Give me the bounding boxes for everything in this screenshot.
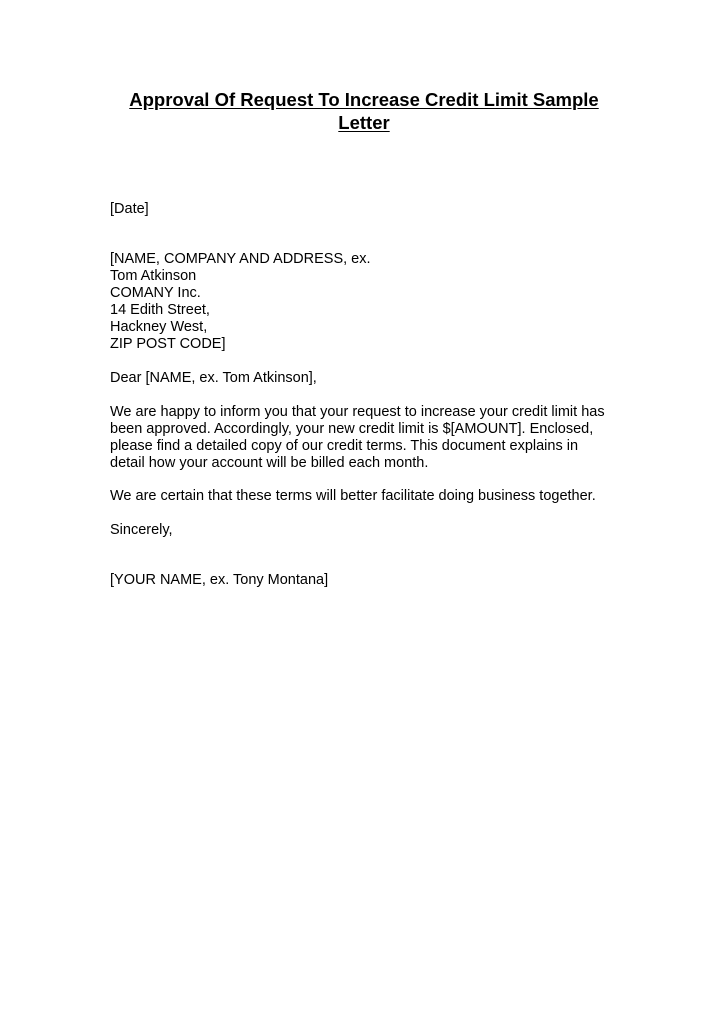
paragraph-line: been approved. Accordingly, your new credit limit is $[AMOUNT]. Enclosed, [110,421,594,437]
signature: [YOUR NAME, ex. Tony Montana] [110,572,329,588]
body-paragraph-1 [110,404,630,472]
paragraph-line: detail how your account will be billed each month. [110,455,429,471]
address-line: COMANY Inc. [110,285,201,301]
title-line-2: Letter [338,112,390,133]
letter-date: [Date] [110,201,149,217]
letter-title [60,88,668,134]
address-line: [NAME, COMPANY AND ADDRESS, ex. [110,251,371,267]
closing: Sincerely, [110,522,173,538]
title-line-1: Approval Of Request To Increase Credit Limit Sample [129,89,599,110]
recipient-address [110,251,630,353]
address-line: ZIP POST CODE] [110,336,226,352]
paragraph-line: please find a detailed copy of our credit terms. This document explains in [110,438,579,454]
paragraph-line: We are happy to inform you that your request to increase your credit limit has [110,404,605,420]
address-line: Tom Atkinson [110,268,197,284]
address-line: 14 Edith Street, [110,302,210,318]
body-paragraph-2: We are certain that these terms will better facilitate doing business together. [110,488,596,504]
salutation: Dear [NAME, ex. Tom Atkinson], [110,370,317,386]
address-line: Hackney West, [110,319,208,335]
